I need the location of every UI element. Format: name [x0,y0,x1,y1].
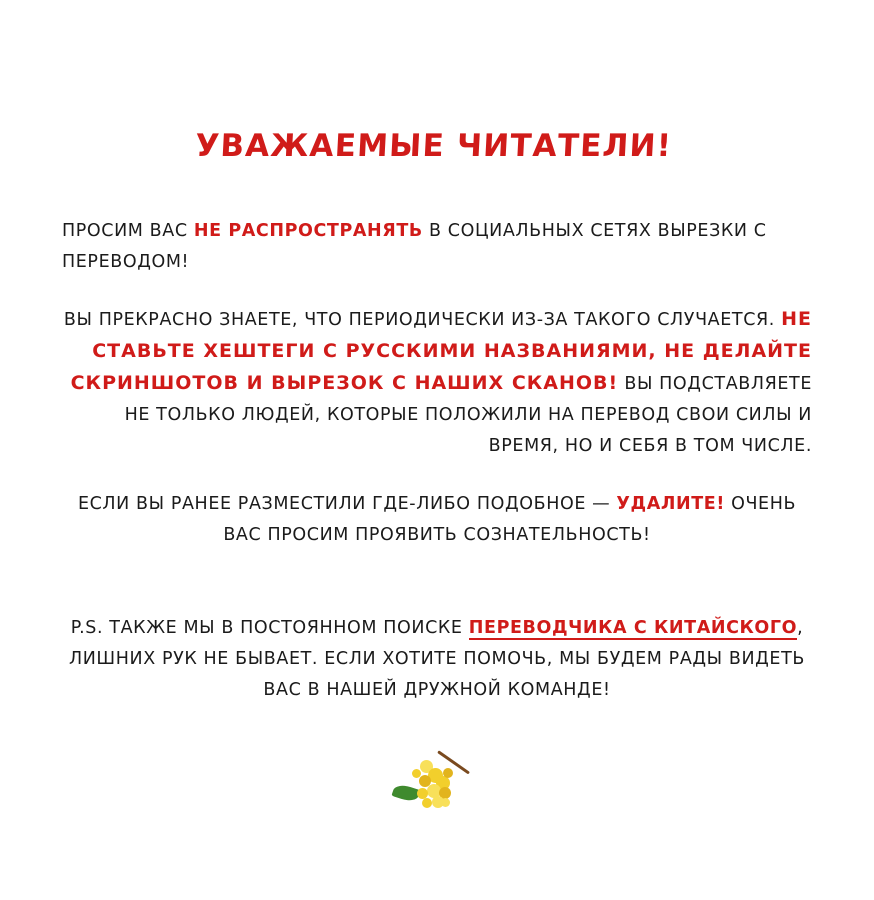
paragraph-translator-wanted [62,613,812,706]
paragraph2-text-end: ВЫ ПОДСТАВЛЯЕТЕ НЕ ТОЛЬКО ЛЮДЕЙ, КОТОРЫЕ ПОЛОЖИЛИ НА ПЕРЕВОД СВОИ СИЛЫ И ВРЕМЯ, НО И СЕБЯ В ТОМ ЧИСЛЕ. [124,374,812,456]
paragraph4-highlight: ПЕРЕВОДЧИКА С КИТАЙСКОГО [468,618,798,638]
flower-branch-icon [392,742,482,822]
paragraph1-text-start: ПРОСИМ ВАС [62,221,194,241]
paragraph4-text-end: , ЛИШНИХ РУК НЕ БЫВАЕТ. ЕСЛИ ХОТИТЕ ПОМОЧЬ, МЫ БУДЕМ РАДЫ ВИДЕТЬ ВАС В НАШЕЙ ДРУЖНОЙ КОМАНДЕ! [68,618,805,700]
blossom-petal [422,798,432,808]
paragraph2-highlight: НЕ СТАВЬТЕ ХЕШТЕГИ С РУССКИМИ НАЗВАНИЯМИ, НЕ ДЕЛАЙТЕ СКРИНШОТОВ И ВЫРЕЗОК С НАШИХ СКАНОВ! [70,308,812,394]
page-title: УВАЖАЕМЫЕ ЧИТАТЕЛИ! [194,128,673,164]
paragraph1-text-end: В СОЦИАЛЬНЫХ СЕТЯХ ВЫРЕЗКИ С ПЕРЕВОДОМ! [62,221,767,272]
paragraph1-highlight: НЕ РАСПРОСТРАНЯТЬ [193,221,423,241]
paragraph-no-sharing [62,216,812,278]
paragraph3-text-start: ЕСЛИ ВЫ РАНЕЕ РАЗМЕСТИЛИ ГДЕ-ЛИБО ПОДОБНОЕ — [77,494,617,514]
blossom-petal [443,768,453,778]
decoration-area [0,742,874,832]
paragraph3-text-end: ОЧЕНЬ ВАС ПРОСИМ ПРОЯВИТЬ СОЗНАТЕЛЬНОСТЬ! [223,494,797,545]
paragraph3-highlight: УДАЛИТЕ! [616,494,725,514]
paragraph-warning [62,304,812,462]
paragraph-delete-request [62,489,812,551]
paragraph2-text-start: ВЫ ПРЕКРАСНО ЗНАЕТЕ, ЧТО ПЕРИОДИЧЕСКИ ИЗ-ЗА ТАКОГО СЛУЧАЕТСЯ. [63,310,782,330]
paragraph4-text-start: P.S. ТАКЖЕ МЫ В ПОСТОЯННОМ ПОИСКЕ [70,618,469,638]
blossom-petal [412,769,421,778]
blossom-petal [441,798,450,807]
